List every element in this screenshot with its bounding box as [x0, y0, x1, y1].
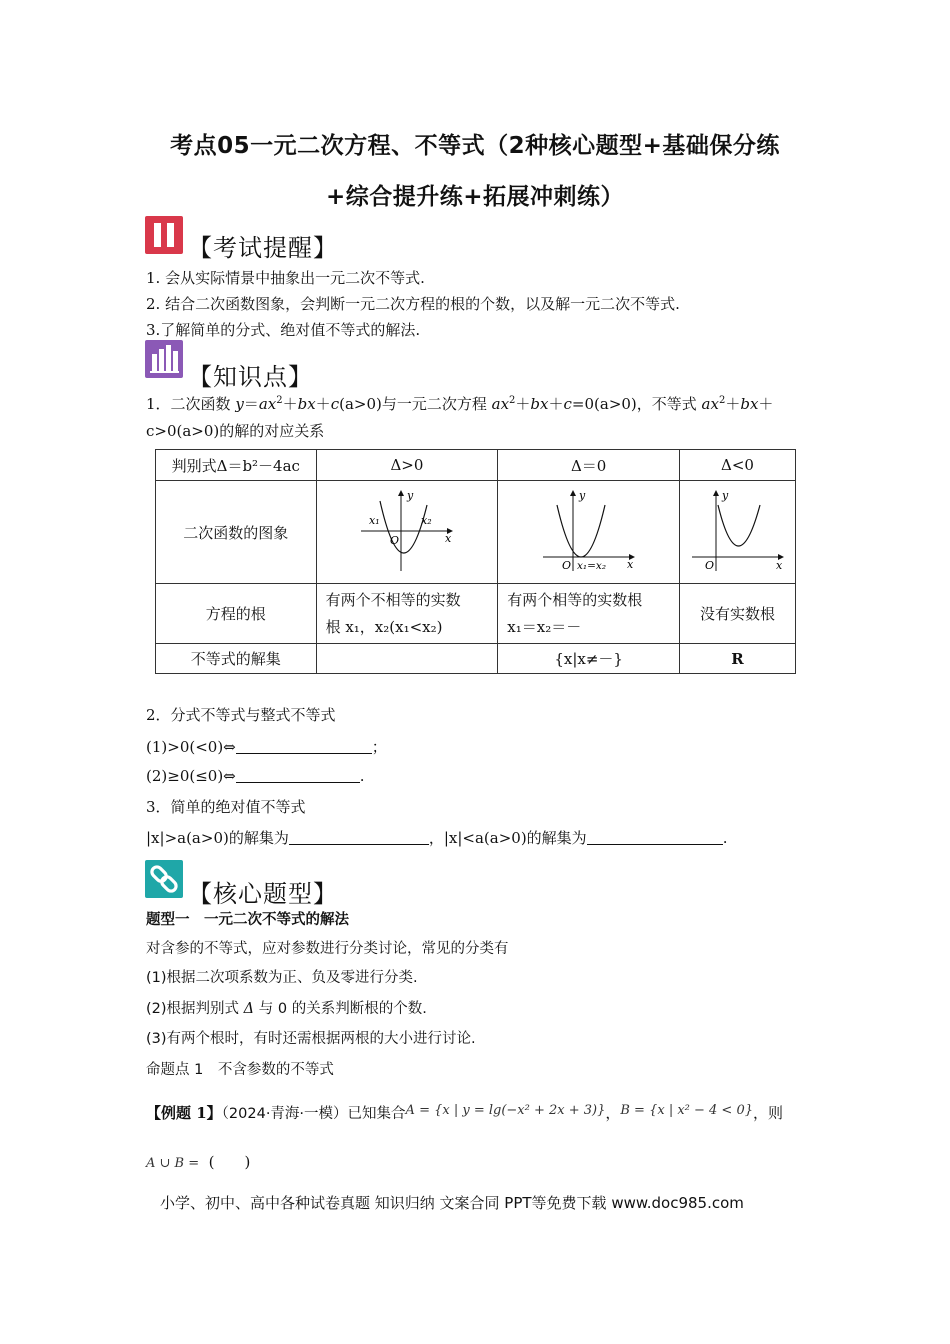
example-label: 【例题 1】	[146, 1104, 222, 1122]
parabola-no-root-graph	[688, 487, 788, 573]
table-row	[156, 584, 796, 644]
axis-x-label: x	[626, 558, 633, 571]
answer-blank	[587, 830, 723, 845]
section-heading-reminder: 【考试提醒】	[188, 234, 338, 262]
table-cell-header: Δ>0	[316, 450, 498, 481]
section-heading-core: 【核心题型】	[188, 880, 338, 908]
page-title-line1: 考点05一元二次方程、不等式（2种核心题型+基础保分练	[170, 133, 780, 159]
core-point-2: (2)根据判别式 Δ 与 0 的关系判断根的个数.	[146, 1001, 427, 1017]
reminder-item-2: 2. 结合二次函数图象，会判断一元二次方程的根的个数，以及解一元二次不等式.	[146, 295, 680, 313]
discriminant-table	[155, 449, 796, 674]
graph-cell-positive	[316, 481, 498, 584]
table-row	[156, 450, 796, 481]
axis-y-label: y	[406, 489, 414, 502]
proposition-point-1: 命题点 1 不含参数的不等式	[146, 1062, 334, 1078]
union-formula: A ∪ B =	[146, 1156, 200, 1171]
parabola-double-root-graph	[539, 487, 639, 573]
axis-y-label: y	[578, 489, 585, 502]
example-1-line1: 【例题 1】（2024·青海·一模）已知集合A = {x | y = lg(−x² + 2x + 3)}，B = {x | x² − 4 < 0}，则	[146, 1103, 784, 1122]
question-type-1: 题型一 一元二次不等式的解法	[146, 912, 349, 928]
knowledge-item-1-line1: 1．二次函数 $y=ax^2+bx+c(a>0)$与一元二次方程 $ax^2+bx+c=0(a>0)$，不等式 $ax^2+bx+$	[146, 395, 774, 413]
knowledge-item-2b: (2)≥0(≤0)⇔ .	[146, 767, 365, 785]
reminder-item-1: 1. 会从实际情景中抽象出一元二次不等式.	[146, 269, 425, 287]
table-cell-graph-label: 二次函数的图象	[156, 481, 317, 584]
knowledge-item-3a: |x|>a(a>0)的解集为 ，|x|<a(a>0)的解集为 .	[146, 829, 728, 847]
table-cell-solution-negative: R	[680, 644, 796, 674]
footer-text: 小学、初中、高中各种试卷真题 知识归纳 文案合同 PPT等免费下载 www.doc985.com	[160, 1194, 744, 1212]
answer-blank	[236, 739, 372, 754]
root-x2-label: x₂	[420, 514, 432, 527]
origin-label: O	[704, 559, 714, 572]
table-cell-header: Δ<0	[680, 450, 796, 481]
core-intro: 对含参的不等式，应对参数进行分类讨论，常见的分类有	[146, 941, 509, 957]
answer-blank	[236, 768, 360, 783]
origin-label: O	[561, 559, 571, 572]
section-heading-knowledge: 【知识点】	[188, 363, 313, 391]
knowledge-item-2-title: 2．分式不等式与整式不等式	[146, 706, 336, 724]
answer-paren: ( )	[208, 1153, 251, 1171]
knowledge-item-2a: (1)>0(<0)⇔ ；	[146, 738, 387, 756]
table-row	[156, 481, 796, 584]
table-cell-solution-label: 不等式的解集	[156, 644, 317, 674]
origin-label: O	[389, 534, 399, 547]
axis-x-label: x	[444, 532, 452, 545]
table-cell-roots-zero: 有两个相等的实数根 x₁＝x₂＝－	[498, 584, 680, 644]
page-title-line2: +综合提升练+拓展冲刺练）	[325, 184, 625, 210]
table-cell-solution-positive	[316, 644, 498, 674]
double-root-label: x₁=x₂	[576, 560, 606, 572]
table-cell-roots-negative: 没有实数根	[680, 584, 796, 644]
table-cell-header: 判别式Δ＝b²－4ac	[156, 450, 317, 481]
set-a-formula: A = {x | y = lg(−x² + 2x + 3)}	[405, 1103, 606, 1118]
reminder-item-3: 3.了解简单的分式、绝对值不等式的解法.	[146, 321, 421, 339]
set-b-formula: B = {x | x² − 4 < 0}	[620, 1103, 754, 1118]
table-cell-roots-positive: 有两个不相等的实数 根 x₁，x₂(x₁<x₂)	[316, 584, 498, 644]
axis-x-label: x	[775, 559, 782, 572]
table-row	[156, 644, 796, 674]
root-x1-label: x₁	[368, 514, 380, 527]
graph-cell-zero	[498, 481, 680, 584]
parabola-two-roots-graph	[357, 487, 457, 573]
axis-y-label: y	[721, 489, 728, 502]
pause-bars-icon	[145, 216, 183, 254]
knowledge-item-1-line2: c>0(a>0)的解的对应关系	[146, 422, 325, 440]
core-point-3: (3)有两个根时，有时还需根据两根的大小进行讨论.	[146, 1031, 476, 1047]
table-cell-solution-zero: {x|x≠－}	[498, 644, 680, 674]
answer-blank	[289, 830, 429, 845]
chain-link-icon	[145, 860, 183, 898]
core-point-1: (1)根据二次项系数为正、负及零进行分类.	[146, 970, 418, 986]
table-cell-header: Δ＝0	[498, 450, 680, 481]
table-cell-roots-label: 方程的根	[156, 584, 317, 644]
graph-cell-negative	[680, 481, 796, 584]
knowledge-item-3-title: 3．简单的绝对值不等式	[146, 798, 306, 816]
bar-chart-icon	[145, 340, 183, 378]
example-1-line2	[146, 1152, 250, 1174]
